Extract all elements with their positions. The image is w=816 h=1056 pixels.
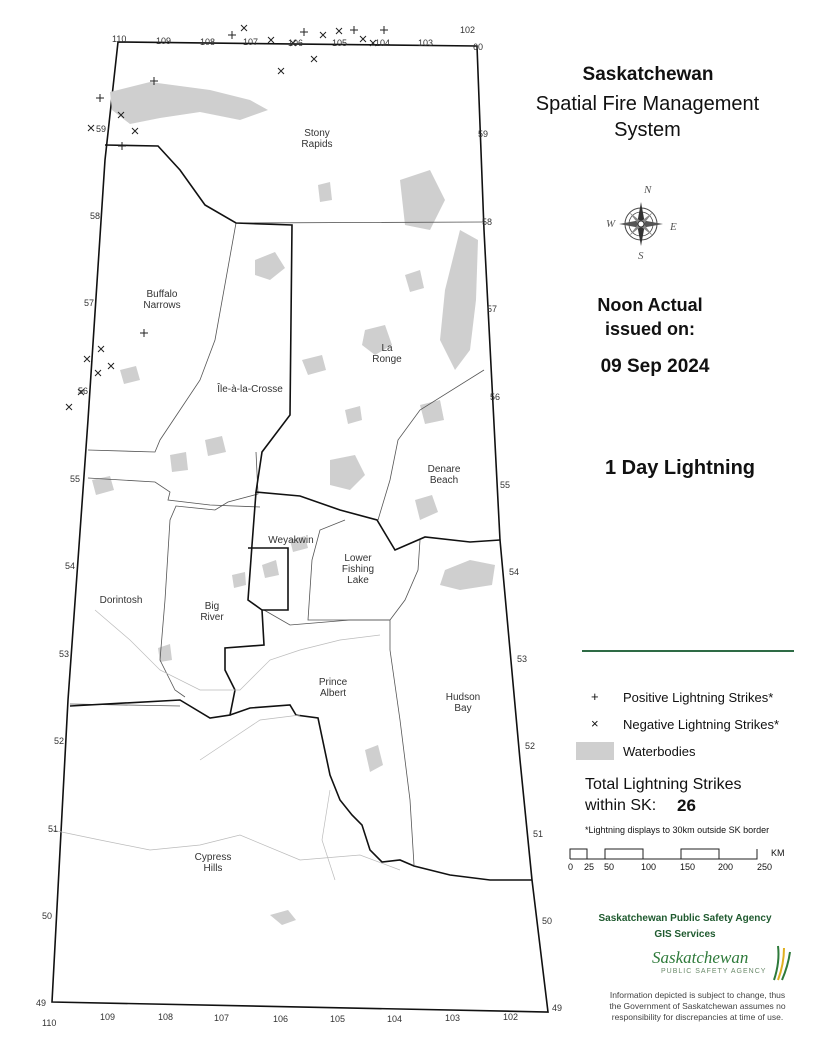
lon-tick: 103 [445, 1013, 461, 1023]
wheat-logo-icon [770, 942, 794, 982]
positive-strike [300, 28, 308, 36]
lon-tick: 109 [156, 36, 172, 46]
region-label-buffalo-narrows: Buffalo Narrows [143, 289, 181, 311]
lat-tick: 51 [48, 824, 59, 834]
lightning-footnote: *Lightning displays to 30km outside SK border [585, 825, 770, 835]
total-strikes-count: 26 [677, 796, 696, 815]
lat-tick: 55 [500, 480, 511, 490]
negative-strike [320, 32, 326, 38]
lon-tick: 107 [243, 37, 259, 47]
total-strikes-label-line1: Total Lightning Strikes [585, 776, 742, 793]
region-label-big-river: Big River [200, 601, 224, 623]
lat-tick: 49 [552, 1003, 563, 1013]
lat-tick: 53 [59, 649, 70, 659]
positive-strike [96, 94, 104, 102]
negative-strike [88, 125, 94, 131]
product-title: 1 Day Lightning [605, 457, 755, 479]
region-label-prince-albert: Prince Albert [318, 677, 348, 699]
region-label-la-ronge: La Ronge [372, 343, 402, 365]
positive-strike [228, 31, 236, 39]
scale-label: 100 [641, 862, 657, 872]
scale-label: 250 [757, 862, 773, 872]
lon-tick: 108 [200, 37, 216, 47]
lon-tick: 109 [100, 1012, 116, 1022]
negative-strike [336, 28, 342, 34]
lon-tick: 105 [330, 1014, 346, 1024]
lat-tick: 59 [96, 124, 107, 134]
lat-tick: 58 [90, 211, 101, 221]
compass-rose-icon [600, 186, 680, 266]
negative-strike [360, 36, 366, 42]
scale-label: 200 [718, 862, 734, 872]
lat-tick: 57 [487, 304, 498, 314]
lat-tick: 60 [473, 42, 484, 52]
compass-north: N [644, 184, 652, 196]
lat-tick: 56 [490, 392, 501, 402]
region-label-stony-rapids: Stony Rapids [301, 128, 333, 150]
lat-tick: 49 [36, 998, 47, 1008]
agency-dept: GIS Services [654, 929, 716, 940]
lat-tick: 55 [70, 474, 81, 484]
scale-label: 25 [584, 862, 595, 872]
legend-positive-label: Positive Lightning Strikes* [623, 690, 774, 705]
total-strikes-label-line2: within SK: [585, 797, 657, 814]
negative-strike-symbol: × [591, 716, 599, 731]
lon-tick: 102 [460, 25, 476, 35]
scale-label: 50 [604, 862, 615, 872]
waterbody-swatch [576, 742, 614, 760]
province-outline [52, 42, 548, 1012]
disclaimer: Information depicted is subject to change, thus the Government of Saskatchewan assumes no responsibility for discrepancies at time of use. [609, 990, 786, 1022]
compass-east: E [670, 221, 677, 233]
lat-tick: 57 [84, 298, 95, 308]
lat-tick: 52 [525, 741, 536, 751]
region-label-denare-beach: Denare Beach [427, 464, 461, 486]
region-label-hudson-bay: Hudson Bay [445, 692, 481, 714]
report-type-line2: issued on: [604, 319, 695, 339]
lon-tick: 110 [42, 1018, 57, 1028]
scale-unit: KM [771, 848, 785, 858]
region-label-lower-fishing-lake: Lower Fishing Lake [341, 553, 375, 586]
region-label-dorintosh: Dorintosh [99, 595, 143, 606]
negative-strike [241, 25, 247, 31]
agency-logo-subtitle: PUBLIC SAFETY AGENCY [661, 968, 767, 975]
lon-tick: 104 [375, 38, 391, 48]
positive-strike [350, 26, 358, 34]
legend-divider [582, 650, 794, 652]
lat-tick: 53 [517, 654, 528, 664]
positive-strike-symbol: + [591, 689, 599, 704]
lon-tick: 107 [214, 1013, 230, 1023]
map-title-system: Spatial Fire Management System [535, 93, 760, 141]
lat-tick: 58 [482, 217, 493, 227]
agency-name: Saskatchewan Public Safety Agency [598, 913, 772, 924]
compass-west: W [606, 218, 616, 230]
compass-south: S [638, 250, 644, 262]
scale-label: 150 [680, 862, 696, 872]
agency-logo-text: Saskatchewan [652, 948, 749, 967]
lon-tick: 110 [112, 34, 127, 44]
lat-tick: 56 [78, 386, 89, 396]
negative-strike [66, 404, 72, 410]
lon-tick: 103 [418, 38, 434, 48]
scale-label: 0 [568, 862, 574, 872]
report-date: 09 Sep 2024 [600, 356, 710, 377]
negative-strike [84, 356, 90, 362]
lat-tick: 50 [42, 911, 53, 921]
lat-tick: 54 [65, 561, 76, 571]
map-title-province: Saskatchewan [582, 64, 714, 85]
lon-tick: 108 [158, 1012, 174, 1022]
lat-tick: 51 [533, 829, 544, 839]
lon-tick: 105 [332, 38, 348, 48]
legend-negative-label: Negative Lightning Strikes* [623, 717, 780, 732]
negative-strike [268, 37, 274, 43]
positive-strike [380, 26, 388, 34]
lat-tick: 52 [54, 736, 65, 746]
lon-tick: 106 [273, 1014, 289, 1024]
report-type-line1: Noon Actual [597, 295, 703, 315]
region-label-ile-a-la-crosse: Île-à-la-Crosse [217, 384, 283, 395]
lat-tick: 59 [478, 129, 489, 139]
lon-tick: 102 [503, 1012, 519, 1022]
lat-tick: 54 [509, 567, 520, 577]
lat-tick: 50 [542, 916, 553, 926]
lon-tick: 106 [288, 38, 304, 48]
lon-tick: 104 [387, 1014, 403, 1024]
legend-water-label: Waterbodies [623, 744, 696, 759]
region-label-cypress-hills: Cypress Hills [194, 852, 232, 874]
region-label-weyakwin: Weyakwin [268, 535, 314, 546]
